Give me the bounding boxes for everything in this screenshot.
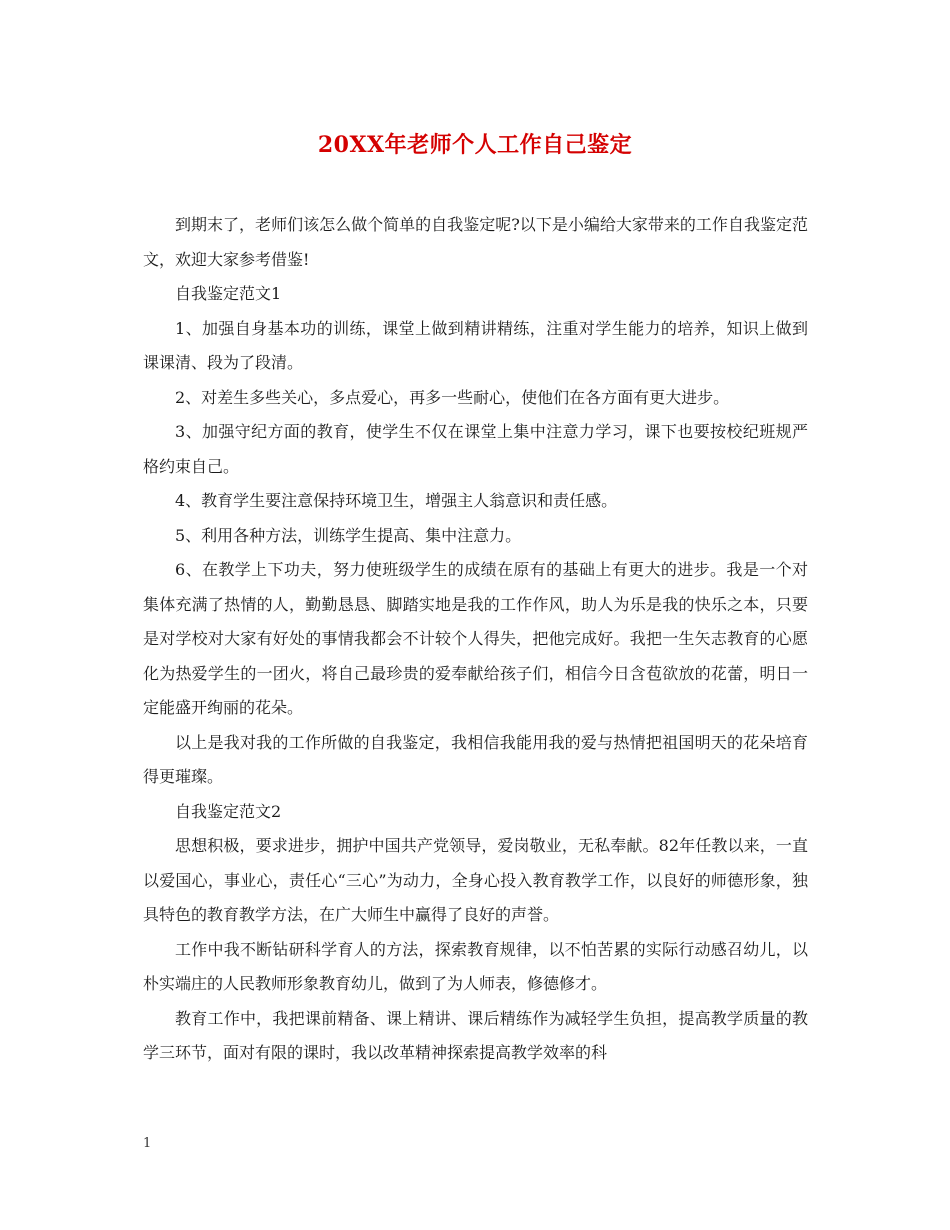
section-heading-sample-2: 自我鉴定范文2 xyxy=(175,801,282,821)
paragraph-sample-2-work: 工作中我不断钻研科学育人的方法，探索教育规律，以不怕苦累的实际行动感召幼儿，以朴实端庄的人民教师形象教育幼儿，做到了为人师表，修德修才。 xyxy=(143,939,808,993)
paragraph-item-6: 6、在教学上下功夫，努力使班级学生的成绩在原有的基础上有更大的进步。我是一个对集体充满了热情的人，勤勤恳恳、脚踏实地是我的工作作风，助人为乐是我的快乐之本，只要是对学校对大家有好处的事情我都会不计较个人得失，把他完成好。我把一生矢志教育的心愿化为热爱学生的一团火，将自己最珍贵的爱奉献给孩子们，相信今日含苞欲放的花蕾，明日一定能盛开绚丽的花朵。 xyxy=(143,560,808,717)
paragraph-sample-2-intro: 思想积极，要求进步，拥护中国共产党领导，爱岗敬业，无私奉献。82年任教以来，一直以爱国心，事业心，责任心“三心”为动力，全身心投入教育教学工作，以良好的师德形象，独具特色的教育教学方法，在广大师生中赢得了良好的声誉。 xyxy=(143,836,808,924)
section-heading-sample-1: 自我鉴定范文1 xyxy=(175,284,282,303)
document-title: 20XX年老师个人工作自己鉴定 xyxy=(317,132,633,158)
paragraph-intro: 到期末了，老师们该怎么做个简单的自我鉴定呢?以下是小编给大家带来的工作自我鉴定范文，欢迎大家参考借鉴! xyxy=(143,215,808,269)
paragraph-conclusion-1: 以上是我对我的工作所做的自我鉴定，我相信我能用我的爱与热情把祖国明天的花朵培育得更璀璨。 xyxy=(143,732,808,786)
page-number: 1 xyxy=(143,1136,152,1151)
paragraph-sample-2-teaching: 教育工作中，我把课前精备、课上精讲、课后精练作为减轻学生负担，提高教学质量的教学三环节，面对有限的课时，我以改革精神探索提高教学效率的科 xyxy=(143,1008,808,1062)
paragraph-item-4: 4、教育学生要注意保持环境卫生，增强主人翁意识和责任感。 xyxy=(175,491,618,510)
paragraph-item-3: 3、加强守纪方面的教育，使学生不仅在课堂上集中注意力学习，课下也要按校纪班规严格约束自己。 xyxy=(143,422,808,476)
paragraph-item-2: 2、对差生多些关心，多点爱心，再多一些耐心，使他们在各方面有更大进步。 xyxy=(175,387,730,407)
document-body xyxy=(143,208,808,1071)
paragraph-item-1: 1、加强自身基本功的训练，课堂上做到精讲精练，注重对学生能力的培养，知识上做到课课清、段为了段清。 xyxy=(143,318,808,372)
paragraph-item-5: 5、利用各种方法，训练学生提高、集中注意力。 xyxy=(175,525,522,545)
